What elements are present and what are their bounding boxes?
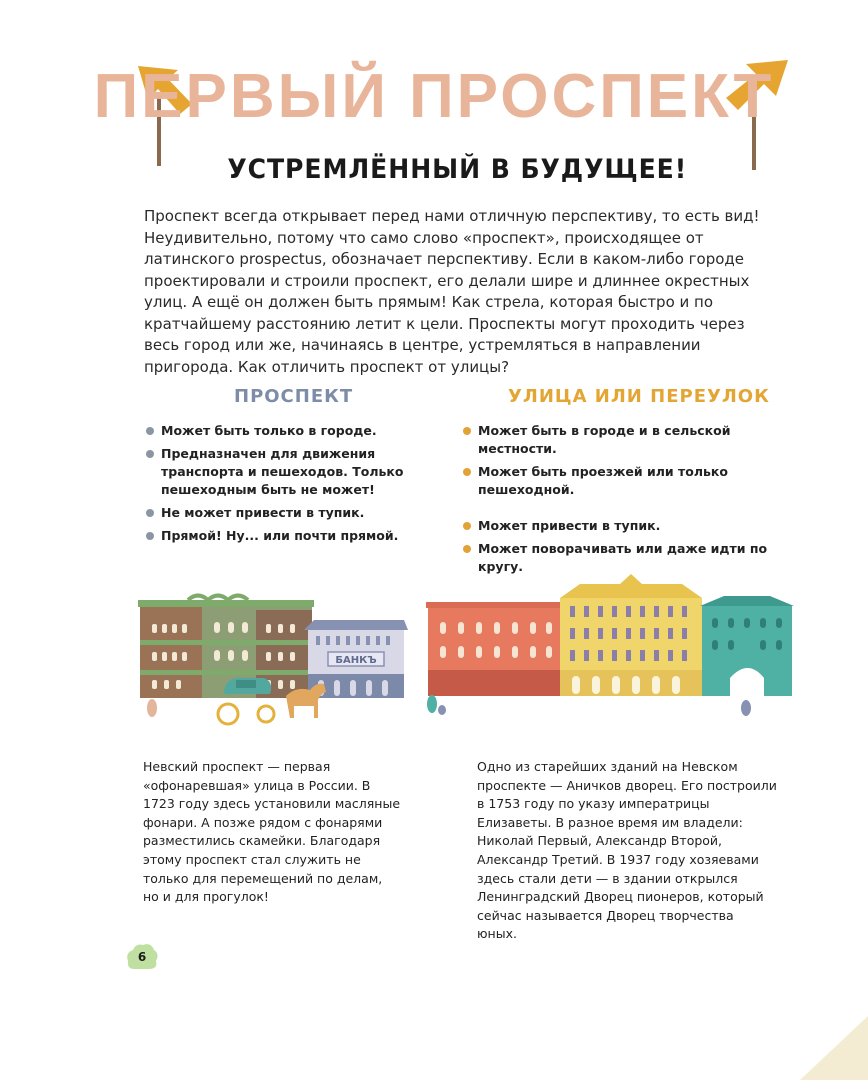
anichkov-caption: Одно из старейших зданий на Невском проспекте — Аничков дворец. Его построили в 1753 году по указу императрицы Елизаветы. В разное время им владели: Николай Первый, Александр Второй, Александр Третий. В 1937 году хозяевами здесь стали дети — в здании открылся Ленинградский Дворец пионеров, который сейчас называется Дворец творчества юных. [477, 759, 777, 942]
page-title: ПЕРВЫЙ ПРОСПЕКТ [93, 62, 775, 131]
list-item: Не может привести в тупик. [146, 504, 446, 522]
bullet-icon [146, 427, 154, 435]
bullet-icon [463, 522, 471, 530]
bullet-icon [146, 532, 154, 540]
bullet-icon [463, 545, 471, 553]
list-item: Может привести в тупик. [463, 517, 793, 535]
intro-paragraph: Проспект всегда открывает перед нами отличную перспективу, то есть вид! Неудивительно, потому что само слово «проспект», происходящее от латинского prospectus, обозначает перспективу. Если в каком-либо городе проектировали и строили проспект, его делали шире и длиннее окрестных улиц. А ещё он должен быть прямым! Как стрела, которая быстро и по кратчайшему расстоянию летит к цели. Проспекты могут проходить через весь город или же, начинаясь в центре, устремляться в направлении пригорода. Как отличить проспект от улицы? [144, 207, 760, 376]
nevsky-buildings-illustration [136, 590, 410, 726]
list-item: Прямой! Ну... или почти прямой. [146, 527, 446, 545]
street-heading: УЛИЦА ИЛИ ПЕРЕУЛОК [508, 386, 770, 407]
bullet-icon [463, 427, 471, 435]
page-number-badge [126, 943, 158, 973]
bank-sign: БАНКЪ [335, 655, 377, 666]
bullet-icon [146, 509, 154, 517]
page-corner-decoration [800, 1016, 868, 1080]
prospect-heading: ПРОСПЕКТ [234, 386, 354, 407]
page-number: 6 [137, 950, 147, 964]
list-item: Может поворачивать или даже идти по кругу. [463, 540, 793, 576]
list-item: Может быть только в городе. [146, 422, 446, 440]
list-item: Может быть проезжей или только пешеходной. [463, 463, 793, 499]
street-list [463, 422, 793, 581]
nevsky-caption: Невский проспект — первая «офонаревшая» улица в России. В 1723 году здесь установили масляные фонари. А позже рядом с фонарями разместились скамейки. Благодаря этому проспект стал служить не только для перемещений по делам, но и для прогулок! [143, 759, 401, 905]
page-subtitle: УСТРЕМЛЁННЫЙ В БУДУЩЕЕ! [227, 154, 688, 185]
bullet-icon [146, 450, 154, 458]
list-item: Предназначен для движения транспорта и пешеходов. Только пешеходным быть не может! [146, 445, 446, 499]
palace-street-illustration [424, 570, 796, 720]
list-item: Может быть в городе и в сельской местности. [463, 422, 793, 458]
bullet-icon [463, 468, 471, 476]
prospect-list [146, 422, 446, 550]
